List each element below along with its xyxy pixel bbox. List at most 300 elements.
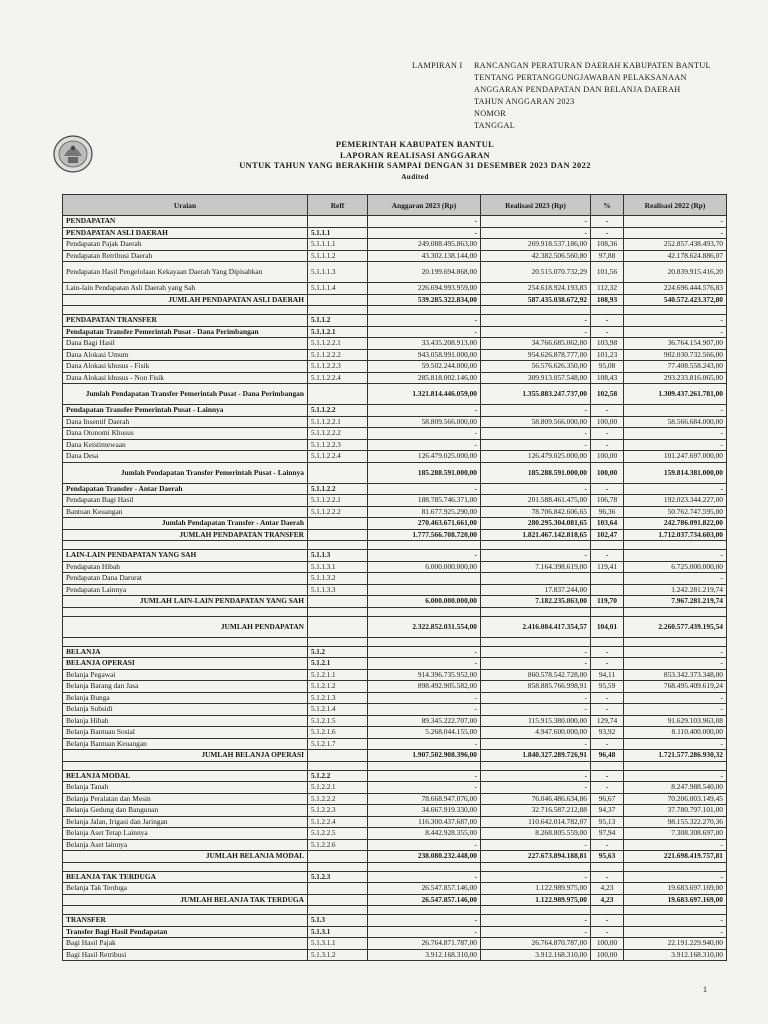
cell-percent: 100,00 (591, 451, 624, 463)
cell-reff: 5.1.2.3 (308, 871, 368, 883)
cell-realisasi-2023: - (481, 227, 591, 239)
cell-percent: 100,00 (591, 416, 624, 428)
cell-realisasi-2023: - (481, 871, 591, 883)
cell-realisasi-2023: 280.295.304.081,65 (481, 518, 591, 530)
cell-uraian: JUMLAH PENDAPATAN (63, 616, 308, 637)
cell-realisasi-2023: 34.766.685.062,00 (481, 338, 591, 350)
blank-cell (624, 637, 727, 646)
cell-realisasi-2023: 954.626.878.777,00 (481, 349, 591, 361)
blank-cell (63, 607, 308, 616)
cell-realisasi-2023: 7.182.235.863,00 (481, 596, 591, 608)
cell-realisasi-2023: 76.046.486.634,86 (481, 793, 591, 805)
table-row (63, 738, 727, 750)
cell-reff: 5.1.1.2.2.2 (308, 506, 368, 518)
lampiran-line-5: NOMOR (474, 109, 506, 118)
table-row (63, 338, 727, 350)
cell-realisasi-2022: - (624, 573, 727, 585)
blank-cell (624, 761, 727, 770)
cell-anggaran-2023: - (368, 550, 481, 562)
cell-percent: 96,67 (591, 793, 624, 805)
cell-reff: 5.1.3.1.2 (308, 949, 368, 961)
col-header-uraian: Uraian (63, 195, 308, 216)
cell-reff: 5.1.1.2.2.4 (308, 451, 368, 463)
cell-percent: - (591, 428, 624, 440)
cell-percent: - (591, 704, 624, 716)
table-row (63, 584, 727, 596)
cell-realisasi-2022: - (624, 550, 727, 562)
cell-reff: 5.1.1.2.2.4 (308, 372, 368, 384)
cell-percent: 95,13 (591, 816, 624, 828)
cell-anggaran-2023: - (368, 428, 481, 440)
cell-realisasi-2023: - (481, 915, 591, 927)
cell-uraian: Belanja Jalan, Irigasi dan Jaringan (63, 816, 308, 828)
cell-uraian: LAIN-LAIN PENDAPATAN YANG SAH (63, 550, 308, 562)
cell-realisasi-2022: - (624, 770, 727, 782)
cell-uraian: Belanja Bunga (63, 692, 308, 704)
cell-uraian: PENDAPATAN (63, 216, 308, 228)
cell-percent: 129,74 (591, 715, 624, 727)
cell-anggaran-2023: - (368, 692, 481, 704)
cell-percent: 103,98 (591, 338, 624, 350)
cell-uraian: Pendapatan Pajak Daerah (63, 239, 308, 251)
cell-percent: 94,11 (591, 669, 624, 681)
cell-realisasi-2022: 7.308.308.697,00 (624, 828, 727, 840)
table-row (63, 439, 727, 451)
cell-anggaran-2023: 5.268.044.155,00 (368, 727, 481, 739)
cell-percent: 102,47 (591, 529, 624, 541)
cell-realisasi-2023: - (481, 738, 591, 750)
cell-reff (308, 894, 368, 906)
cell-uraian: Pendapatan Hasil Pengelolaan Kekayaan Daerah Yang Dipisahkan (63, 262, 308, 283)
cell-uraian: PENDAPATAN TRANSFER (63, 315, 308, 327)
cell-uraian: Belanja Gedung dan Bangunan (63, 805, 308, 817)
cell-reff: 5.1.1.2.1 (308, 326, 368, 338)
blank-cell (308, 637, 368, 646)
cell-realisasi-2023: 269.918.537.186,00 (481, 239, 591, 251)
cell-uraian: JUMLAH PENDAPATAN TRANSFER (63, 529, 308, 541)
cell-anggaran-2023: 58.809.566.000,00 (368, 416, 481, 428)
cell-uraian: Dana Alokasi Umum (63, 349, 308, 361)
cell-anggaran-2023: 285.818.002.146,00 (368, 372, 481, 384)
table-row (63, 637, 727, 646)
blank-cell (63, 637, 308, 646)
cell-anggaran-2023: - (368, 227, 481, 239)
cell-reff: 5.1.2.2 (308, 770, 368, 782)
cell-anggaran-2023: 914.396.735.952,00 (368, 669, 481, 681)
blank-cell (368, 761, 481, 770)
cell-percent: 100,00 (591, 938, 624, 950)
cell-anggaran-2023: 20.199.694.868,00 (368, 262, 481, 283)
cell-percent: 119,70 (591, 596, 624, 608)
cell-uraian: Belanja Subsidi (63, 704, 308, 716)
cell-anggaran-2023: 1.777.566.708.720,00 (368, 529, 481, 541)
table-row (63, 816, 727, 828)
cell-realisasi-2023: - (481, 405, 591, 417)
table-row (63, 862, 727, 871)
table-row (63, 871, 727, 883)
cell-percent: - (591, 770, 624, 782)
blank-cell (368, 306, 481, 315)
cell-realisasi-2023: 1.821.467.142.818,65 (481, 529, 591, 541)
table-row (63, 669, 727, 681)
cell-reff (308, 596, 368, 608)
blank-cell (308, 862, 368, 871)
cell-percent: 97,94 (591, 828, 624, 840)
cell-realisasi-2022: 19.683.697.169,00 (624, 894, 727, 906)
cell-realisasi-2022: 221.698.419.757,81 (624, 851, 727, 863)
cell-realisasi-2023: 110.642.014.782,07 (481, 816, 591, 828)
cell-uraian: JUMLAH PENDAPATAN ASLI DAERAH (63, 294, 308, 306)
blank-cell (591, 906, 624, 915)
cell-reff: 5.1.2.1.3 (308, 692, 368, 704)
blank-cell (308, 906, 368, 915)
cell-reff: 5.1.2.1.2 (308, 681, 368, 693)
cell-anggaran-2023: - (368, 738, 481, 750)
cell-realisasi-2022: 58.566.684.000,00 (624, 416, 727, 428)
cell-uraian: Pendapatan Transfer Pemerintah Pusat - Lainnya (63, 405, 308, 417)
cell-realisasi-2022: 36.764.154.907,00 (624, 338, 727, 350)
cell-anggaran-2023: 2.322.852.031.554,00 (368, 616, 481, 637)
table-row (63, 315, 727, 327)
table-row (63, 851, 727, 863)
cell-realisasi-2023: 185.288.591.000,00 (481, 462, 591, 483)
cell-reff: 5.1.3.1.1 (308, 938, 368, 950)
cell-reff (308, 529, 368, 541)
cell-realisasi-2023: - (481, 926, 591, 938)
cell-realisasi-2023: 26.764.870.787,00 (481, 938, 591, 950)
cell-realisasi-2022: 70.206.003.149,45 (624, 793, 727, 805)
cell-uraian: Pendapatan Transfer - Antar Daerah (63, 483, 308, 495)
cell-reff: 5.1.1.2.2.1 (308, 338, 368, 350)
table-row (63, 518, 727, 530)
cell-anggaran-2023: - (368, 871, 481, 883)
cell-reff: 5.1.2.1.5 (308, 715, 368, 727)
cell-realisasi-2022: 7.967.281.219,74 (624, 596, 727, 608)
cell-percent: 4,23 (591, 883, 624, 895)
cell-percent: 101,56 (591, 262, 624, 283)
cell-realisasi-2022: - (624, 839, 727, 851)
cell-anggaran-2023: 238.080.232.448,00 (368, 851, 481, 863)
cell-uraian: Bagi Hasil Retribusi (63, 949, 308, 961)
cell-realisasi-2023: 115.915.380.000,00 (481, 715, 591, 727)
table-row (63, 506, 727, 518)
cell-percent: 93,92 (591, 727, 624, 739)
cell-realisasi-2022: - (624, 871, 727, 883)
cell-reff (308, 616, 368, 637)
cell-reff: 5.1.1.2.2.2 (308, 428, 368, 440)
blank-cell (308, 306, 368, 315)
cell-anggaran-2023: - (368, 216, 481, 228)
cell-reff: 5.1.1.1.3 (308, 262, 368, 283)
cell-uraian: Pendapatan Transfer Pemerintah Pusat - Dana Perimbangan (63, 326, 308, 338)
cell-reff: 5.1.2.2.1 (308, 782, 368, 794)
cell-realisasi-2023: 1.840.327.289.726,91 (481, 750, 591, 762)
cell-realisasi-2023: 56.576.626.350,00 (481, 361, 591, 373)
report-title-name: LAPORAN REALISASI ANGGARAN (339, 150, 490, 160)
cell-anggaran-2023: - (368, 926, 481, 938)
cell-anggaran-2023: 59.502.244.000,00 (368, 361, 481, 373)
cell-anggaran-2023: 81.677.925.290,00 (368, 506, 481, 518)
cell-anggaran-2023: 8.442.928.355,00 (368, 828, 481, 840)
blank-cell (368, 906, 481, 915)
cell-uraian: Bagi Hasil Pajak (63, 938, 308, 950)
cell-realisasi-2023: 858.885.766.998,91 (481, 681, 591, 693)
table-row (63, 646, 727, 658)
cell-anggaran-2023 (368, 584, 481, 596)
cell-anggaran-2023: - (368, 646, 481, 658)
blank-cell (63, 862, 308, 871)
cell-reff (308, 384, 368, 405)
cell-realisasi-2023: 4.947.600.000,00 (481, 727, 591, 739)
cell-percent: 108,93 (591, 294, 624, 306)
cell-anggaran-2023: - (368, 439, 481, 451)
cell-realisasi-2022: 768.495.409.619,24 (624, 681, 727, 693)
blank-cell (624, 306, 727, 315)
cell-realisasi-2023: - (481, 216, 591, 228)
cell-realisasi-2023: 7.164.398.619,00 (481, 561, 591, 573)
cell-reff: 5.1.2.2.4 (308, 816, 368, 828)
cell-reff: 5.1.1.1 (308, 227, 368, 239)
cell-uraian: Dana Bagi Hasil (63, 338, 308, 350)
cell-uraian: Transfer Bagi Hasil Pendapatan (63, 926, 308, 938)
cell-percent: 94,37 (591, 805, 624, 817)
blank-cell (591, 637, 624, 646)
cell-realisasi-2022: - (624, 428, 727, 440)
cell-anggaran-2023: 539.285.322.834,00 (368, 294, 481, 306)
cell-anggaran-2023: 43.302.138.144,00 (368, 250, 481, 262)
cell-percent: 119,41 (591, 561, 624, 573)
lampiran-line-3: ANGGARAN PENDAPATAN DAN BELANJA DAERAH (474, 85, 681, 94)
cell-realisasi-2023: 8.268.805.559,00 (481, 828, 591, 840)
cell-realisasi-2023: - (481, 782, 591, 794)
cell-anggaran-2023: 185.288.591.000,00 (368, 462, 481, 483)
cell-realisasi-2022: 91.629.103.963,08 (624, 715, 727, 727)
cell-anggaran-2023: - (368, 782, 481, 794)
cell-reff: 5.1.1.2.2.3 (308, 361, 368, 373)
table-header-row (63, 195, 727, 216)
cell-uraian: Lain-lain Pendapatan Asli Daerah yang Sah (63, 283, 308, 295)
cell-realisasi-2023: 126.479.025.000,00 (481, 451, 591, 463)
cell-percent: 95,63 (591, 851, 624, 863)
blank-cell (368, 637, 481, 646)
table-row (63, 239, 727, 251)
col-header-realisasi-2022: Realisasi 2022 (Rp) (624, 195, 727, 216)
cell-percent: - (591, 646, 624, 658)
cell-percent: 95,59 (591, 681, 624, 693)
blank-cell (308, 607, 368, 616)
cell-uraian: Pendapatan Dana Darurat (63, 573, 308, 585)
table-row (63, 372, 727, 384)
cell-anggaran-2023: 249.088.495.863,00 (368, 239, 481, 251)
blank-cell (308, 761, 368, 770)
lampiran-label: LAMPIRAN I (412, 61, 463, 70)
blank-cell (63, 906, 308, 915)
cell-anggaran-2023: 188.785.746.371,00 (368, 495, 481, 507)
cell-anggaran-2023: 33.435.208.913,00 (368, 338, 481, 350)
blank-cell (63, 306, 308, 315)
cell-anggaran-2023: 6.000.000.000,00 (368, 596, 481, 608)
cell-realisasi-2022: 1.242.281.219,74 (624, 584, 727, 596)
cell-uraian: Jumlah Pendapatan Transfer Pemerintah Pusat - Dana Perimbangan (63, 384, 308, 405)
cell-anggaran-2023: 34.667.919.330,00 (368, 805, 481, 817)
cell-reff: 5.1.1.3.1 (308, 561, 368, 573)
cell-reff: 5.1.1.2.2.3 (308, 439, 368, 451)
report-title-audited: Audited (401, 172, 429, 181)
cell-percent: - (591, 658, 624, 670)
cell-uraian: Belanja Aset lainnya (63, 839, 308, 851)
blank-cell (591, 541, 624, 550)
cell-reff: 5.1.1.2 (308, 315, 368, 327)
cell-uraian: Pendapatan Lainnya (63, 584, 308, 596)
cell-reff: 5.1.2.1.6 (308, 727, 368, 739)
cell-uraian: Dana Alokasi khusus - Non Fisik (63, 372, 308, 384)
cell-realisasi-2022: 8.110.400.000,00 (624, 727, 727, 739)
cell-uraian: Dana Alokasi khusus - Fisik (63, 361, 308, 373)
cell-realisasi-2023: 78.706.842.606,65 (481, 506, 591, 518)
table-row (63, 416, 727, 428)
cell-uraian: JUMLAH LAIN-LAIN PENDAPATAN YANG SAH (63, 596, 308, 608)
cell-anggaran-2023: 270.463.671.661,00 (368, 518, 481, 530)
table-row (63, 250, 727, 262)
cell-reff: 5.1.2.1 (308, 658, 368, 670)
cell-anggaran-2023: 226.694.993.959,00 (368, 283, 481, 295)
cell-realisasi-2022: - (624, 646, 727, 658)
cell-anggaran-2023 (368, 573, 481, 585)
cell-realisasi-2022: 192.023.344.227,00 (624, 495, 727, 507)
cell-percent: - (591, 871, 624, 883)
cell-realisasi-2022: 42.178.624.886,07 (624, 250, 727, 262)
table-row (63, 915, 727, 927)
cell-anggaran-2023: - (368, 770, 481, 782)
cell-anggaran-2023: 898.492.905.582,00 (368, 681, 481, 693)
cell-percent: 112,32 (591, 283, 624, 295)
cell-realisasi-2022: - (624, 692, 727, 704)
cell-percent: 102,58 (591, 384, 624, 405)
table-row (63, 495, 727, 507)
cell-uraian: Belanja Barang dan Jasa (63, 681, 308, 693)
cell-percent: - (591, 915, 624, 927)
cell-uraian: JUMLAH BELANJA MODAL (63, 851, 308, 863)
cell-percent: 4,23 (591, 894, 624, 906)
cell-realisasi-2022: 2.260.577.439.195,54 (624, 616, 727, 637)
cell-uraian: Belanja Bantuan Sosial (63, 727, 308, 739)
cell-anggaran-2023: 943.058.991.000,00 (368, 349, 481, 361)
cell-realisasi-2022: 37.780.797.101,00 (624, 805, 727, 817)
cell-realisasi-2023: - (481, 326, 591, 338)
cell-realisasi-2022: 3.912.168.310,00 (624, 949, 727, 961)
cell-reff: 5.1.1.2.2.1 (308, 416, 368, 428)
cell-uraian: BELANJA TAK TERDUGA (63, 871, 308, 883)
blank-cell (481, 306, 591, 315)
cell-percent: 100,00 (591, 949, 624, 961)
report-title-period: UNTUK TAHUN YANG BERAKHIR SAMPAI DENGAN 31 DESEMBER 2023 DAN 2022 (239, 161, 591, 170)
cell-uraian: JUMLAH BELANJA TAK TERDUGA (63, 894, 308, 906)
blank-cell (591, 862, 624, 871)
cell-realisasi-2022: 224.696.444.576,83 (624, 283, 727, 295)
blank-cell (63, 541, 308, 550)
cell-realisasi-2023: 1.122.989.975,00 (481, 894, 591, 906)
cell-realisasi-2022: - (624, 483, 727, 495)
cell-reff: 5.1.2.2.3 (308, 805, 368, 817)
cell-uraian: Dana Keistimewaan (63, 439, 308, 451)
table-row (63, 283, 727, 295)
cell-uraian: Belanja Tanah (63, 782, 308, 794)
cell-reff: 5.1.1.3.3 (308, 584, 368, 596)
cell-anggaran-2023: 6.000.000.000,00 (368, 561, 481, 573)
cell-reff: 5.1.2.2.2 (308, 793, 368, 805)
table-row (63, 828, 727, 840)
cell-realisasi-2022: 293.233.816.065,00 (624, 372, 727, 384)
cell-realisasi-2023: - (481, 839, 591, 851)
cell-percent: 106,78 (591, 495, 624, 507)
cell-realisasi-2022: 540.572.423.372,80 (624, 294, 727, 306)
cell-realisasi-2023: 1.122.989.975,00 (481, 883, 591, 895)
table-row (63, 805, 727, 817)
table-row (63, 793, 727, 805)
report-title-government: PEMERINTAH KABUPATEN BANTUL (335, 140, 495, 149)
cell-realisasi-2022: - (624, 439, 727, 451)
table-row (63, 894, 727, 906)
cell-realisasi-2022: 902.030.732.566,00 (624, 349, 727, 361)
cell-realisasi-2023: - (481, 770, 591, 782)
blank-cell (481, 541, 591, 550)
blank-cell (624, 862, 727, 871)
blank-cell (591, 761, 624, 770)
lampiran-header (412, 60, 711, 132)
cell-uraian: Dana Desa (63, 451, 308, 463)
table-row (63, 681, 727, 693)
table-row (63, 883, 727, 895)
col-header-anggaran-2023: Anggaran 2023 (Rp) (368, 195, 481, 216)
cell-realisasi-2022: - (624, 227, 727, 239)
cell-realisasi-2022: - (624, 738, 727, 750)
table-row (63, 405, 727, 417)
cell-realisasi-2023: 58.809.566.000,00 (481, 416, 591, 428)
cell-realisasi-2022: 1.721.577.286.930,32 (624, 750, 727, 762)
cell-reff (308, 851, 368, 863)
cell-realisasi-2023: 2.416.084.417.354,57 (481, 616, 591, 637)
cell-anggaran-2023: - (368, 704, 481, 716)
table-row (63, 839, 727, 851)
cell-percent: 101,23 (591, 349, 624, 361)
table-row (63, 692, 727, 704)
table-row (63, 384, 727, 405)
table-row (63, 770, 727, 782)
table-row (63, 926, 727, 938)
blank-cell (481, 637, 591, 646)
table-row (63, 938, 727, 950)
cell-uraian: Pendapatan Retribusi Daerah (63, 250, 308, 262)
table-row (63, 573, 727, 585)
table-row (63, 483, 727, 495)
cell-uraian: JUMLAH BELANJA OPERASI (63, 750, 308, 762)
cell-realisasi-2023: - (481, 428, 591, 440)
cell-realisasi-2022: 50.762.747.595,00 (624, 506, 727, 518)
cell-realisasi-2023: 20.515.070.732,29 (481, 262, 591, 283)
cell-percent: - (591, 405, 624, 417)
blank-cell (368, 607, 481, 616)
table-row (63, 227, 727, 239)
cell-percent: 96,36 (591, 506, 624, 518)
cell-anggaran-2023: 1.321.814.446.059,00 (368, 384, 481, 405)
cell-percent: - (591, 315, 624, 327)
cell-realisasi-2022: 252.857.438.493,70 (624, 239, 727, 251)
budget-realization-table (62, 194, 727, 961)
cell-reff (308, 294, 368, 306)
table-row (63, 529, 727, 541)
cell-reff: 5.1.1.2.2.2 (308, 349, 368, 361)
blank-cell (481, 906, 591, 915)
